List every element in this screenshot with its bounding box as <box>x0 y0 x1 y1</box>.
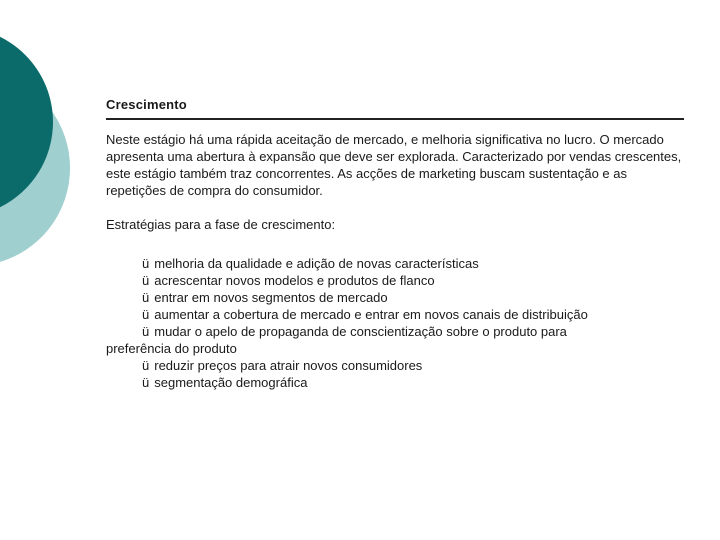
check-icon: ü <box>142 375 150 390</box>
list-item <box>142 374 662 391</box>
list-item <box>142 255 662 272</box>
list-item-text: acrescentar novos modelos e produtos de flanco <box>154 273 435 288</box>
list-item <box>142 289 662 306</box>
list-item-text: aumentar a cobertura de mercado e entrar em novos canais de distribuição <box>154 307 588 322</box>
list-item-text: mudar o apelo de propaganda de conscientização sobre o produto para <box>154 324 567 339</box>
slide-body <box>106 131 686 391</box>
check-icon: ü <box>142 290 150 305</box>
list-item-text: reduzir preços para atrair novos consumidores <box>154 358 423 373</box>
intro-paragraph: Neste estágio há uma rápida aceitação de mercado, e melhoria significativa no lucro. O mercado apresenta uma abertura à expansão que deve ser explorada. Caracterizado por vendas crescentes, este estágio também traz concorrentes. As acções de marketing buscam sustentação e as repetições de compra do consumidor. <box>106 132 682 198</box>
decorative-circles <box>0 0 120 300</box>
check-icon: ü <box>142 256 150 271</box>
list-item <box>142 272 662 289</box>
strategies-heading: Estratégias para a fase de crescimento: <box>106 217 336 232</box>
list-item-continuation: preferência do produto <box>106 341 237 356</box>
slide-title: Crescimento <box>106 97 187 112</box>
title-underline <box>106 118 684 120</box>
list-item <box>142 357 662 374</box>
list-item <box>106 323 662 357</box>
strategies-list <box>106 255 662 391</box>
check-icon: ü <box>142 358 150 373</box>
list-item-text: segmentação demográfica <box>154 375 308 390</box>
list-item-text: melhoria da qualidade e adição de novas características <box>154 256 479 271</box>
check-icon: ü <box>142 273 150 288</box>
list-item <box>142 306 662 323</box>
list-item-text: entrar em novos segmentos de mercado <box>154 290 388 305</box>
check-icon: ü <box>142 307 150 322</box>
check-icon: ü <box>142 324 150 339</box>
